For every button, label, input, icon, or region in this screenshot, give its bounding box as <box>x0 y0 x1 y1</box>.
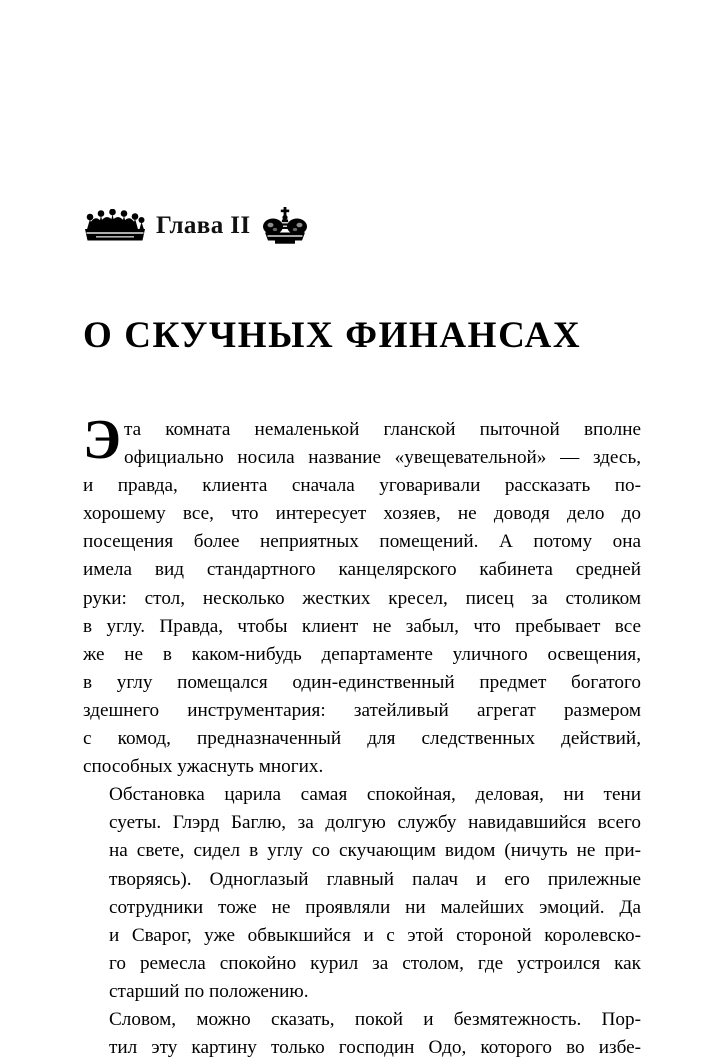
text-line: го ремесла спокойно курил за столом, где устроился как <box>109 952 641 974</box>
text-line: и Сварог, уже обвыкшийся и с этой стороной королевско- <box>109 924 641 946</box>
text-line: суеты. Глэрд Баглю, за долгую службу навидавшийся всего <box>109 812 641 834</box>
text-line: в углу. Правда, чтобы клиент не забыл, что пребывает все <box>83 615 641 637</box>
paragraph-1-lines <box>83 409 641 781</box>
text-line: Словом, можно сказать, покой и безмятежность. Пор- <box>109 1008 641 1030</box>
chapter-heading <box>84 202 344 250</box>
body-text <box>83 409 641 1062</box>
text-line: посещения более неприятных помещений. А потому она <box>83 531 641 553</box>
text-line: старший по положению. <box>109 980 309 1002</box>
text-line: на свете, сидел в углу со скучающим видом (ничуть не при- <box>109 840 641 862</box>
text-line: способных ужаснуть многих. <box>83 756 324 778</box>
paragraph-3 <box>83 1006 641 1062</box>
text-line: Обстановка царила самая спокойная, деловая, ни тени <box>109 784 641 806</box>
text-line: тил эту картину только господин Одо, которого во избе- <box>109 1037 641 1059</box>
text-line: сотрудники тоже не проявляли ни малейших эмоций. Да <box>109 896 641 918</box>
text-line: имела вид стандартного канцелярского кабинета средней <box>83 559 641 581</box>
text-line: официально носила название «увещевательной» — здесь, <box>123 447 641 469</box>
text-line: хорошему все, что интересует хозяев, не доводя дело до <box>83 503 641 525</box>
paragraph-2 <box>83 781 641 1006</box>
drop-cap: Э <box>83 409 121 471</box>
text-line: в углу помещался один-единственный предмет богатого <box>83 671 641 693</box>
chapter-title: О СКУЧНЫХ ФИНАНСАХ <box>83 314 582 356</box>
text-line: с комод, предназначенный для следственных действий, <box>83 728 641 750</box>
text-line: творяясь). Одноглазый главный палач и его прилежные <box>109 868 641 890</box>
text-line: и правда, клиента сначала уговаривали рассказать по- <box>83 475 641 497</box>
crown-imperial-icon <box>261 206 309 246</box>
text-line: та комната немаленькой гланской пыточной вполне <box>123 419 641 440</box>
paragraph-1 <box>83 409 641 781</box>
text-line: же не в каком-нибудь департаменте уличного освещения, <box>83 643 641 665</box>
text-line: руки: стол, несколько жестких кресел, писец за столиком <box>83 587 641 609</box>
text-line: здешнего инструментария: затейливый агрегат размером <box>83 699 641 721</box>
chapter-label: Глава II <box>156 211 251 239</box>
crown-spiked-icon <box>84 209 146 243</box>
